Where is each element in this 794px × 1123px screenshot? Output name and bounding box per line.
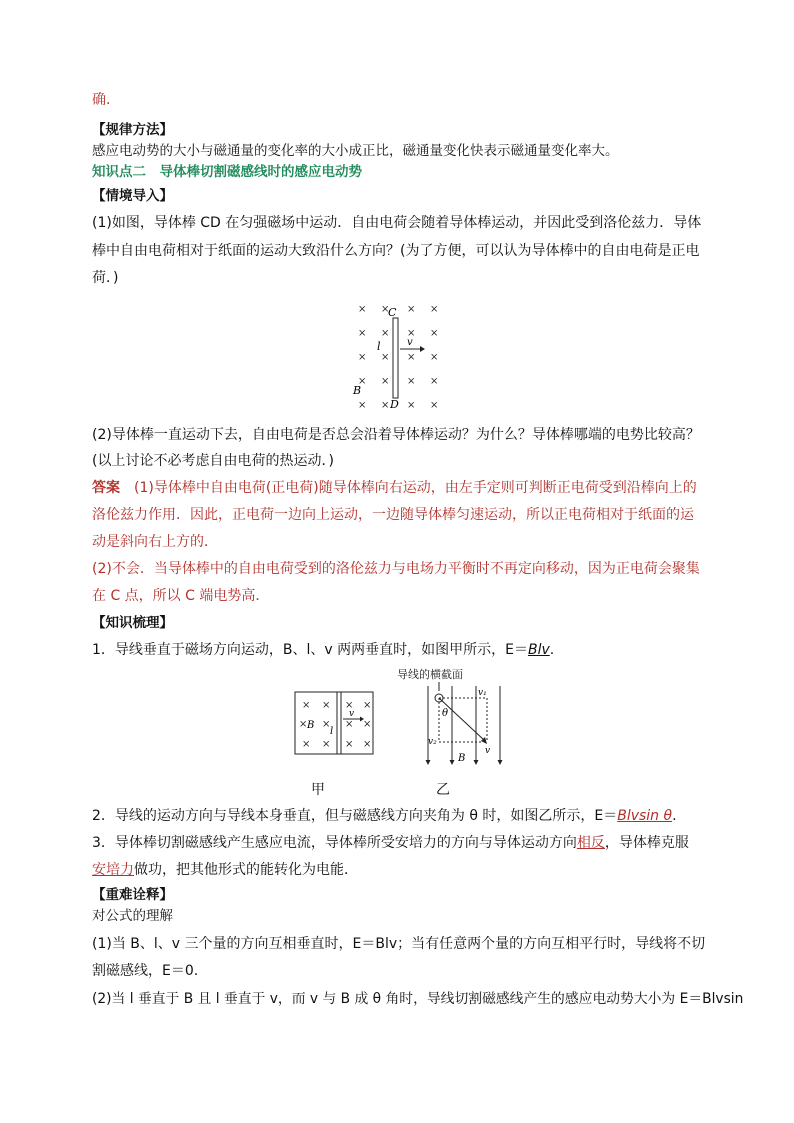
sort-heading: 【知识梳理】	[92, 615, 173, 631]
section-label: 导线的横截面	[397, 668, 463, 681]
scene-heading: 【情境导入】	[92, 188, 173, 204]
item3-w1: 相反	[576, 835, 605, 851]
yi-field-arrowhead	[450, 760, 455, 765]
jia-cross: ×	[299, 719, 308, 730]
q1-line1: (1)如图，导体棒 CD 在匀强磁场中运动．自由电荷会随着导体棒运动，并因此受到洛伦兹力．导体	[92, 215, 702, 231]
field-cross: ×	[381, 352, 390, 363]
velocity-arrowhead	[420, 346, 425, 352]
label-v: v	[407, 337, 413, 348]
answer-a1-line3: 动是斜向右上方的．	[92, 534, 218, 550]
caption-jia: 甲	[311, 782, 325, 798]
field-cross: ×	[407, 400, 416, 411]
label-l: l	[377, 340, 381, 353]
label-d: D	[390, 398, 399, 411]
q2-line2: (以上讨论不必考虑自由电荷的热运动．)	[92, 453, 334, 469]
answer-label: 答案	[92, 480, 120, 496]
rod-field-figure	[350, 298, 450, 416]
yi-label-v: v	[485, 746, 491, 756]
label-v1: v₁	[478, 688, 487, 698]
jia-cross: ×	[345, 739, 354, 750]
jia-cross: ×	[322, 719, 331, 730]
field-cross: ×	[358, 400, 367, 411]
law-heading: 【规律方法】	[92, 122, 173, 138]
item3-text: 3．导体棒切割磁感线产生感应电流，导体棒所受安培力的方向与导体运动方向	[92, 835, 577, 851]
field-cross: ×	[407, 328, 416, 339]
kp2-title: 知识点二 导体棒切割磁感线时的感应电动势	[92, 164, 362, 180]
key-heading: 【重难诠释】	[92, 887, 173, 903]
field-cross: ×	[407, 352, 416, 363]
label-v2: v₂	[428, 737, 437, 747]
item1	[92, 640, 554, 660]
jia-cross: ×	[345, 700, 354, 711]
answer-a1-line2: 洛伦兹力作用．因此，正电荷一边向上运动，一边随导体棒匀速运动，所以正电荷相对于纸面的运	[92, 507, 694, 523]
item3-line2	[92, 860, 358, 880]
item3-line1	[92, 833, 689, 853]
item3-w2: 安培力	[92, 862, 134, 878]
answer-a2-line2: 在 C 点，所以 C 端电势高．	[92, 588, 270, 604]
field-cross: ×	[381, 376, 390, 387]
field-cross: ×	[430, 400, 439, 411]
law-text: 感应电动势的大小与磁通量的变化率的大小成正比，磁通量变化快表示磁通量变化率大。	[92, 143, 619, 159]
yi-label-b: B	[458, 753, 466, 764]
caption-yi: 乙	[436, 782, 450, 798]
key1-line1: (1)当 B、l、v 三个量的方向互相垂直时，E＝Blv；当有任意两个量的方向互相平行时，导线将不切	[92, 936, 706, 952]
key2-line1: (2)当 l 垂直于 B 且 l 垂直于 v，而 v 与 B 成 θ 角时，导线切割磁感线产生的感应电动势大小为 E＝Blvsin	[92, 991, 744, 1007]
jia-cross: ×	[302, 700, 311, 711]
jia-cross: ×	[302, 739, 311, 750]
label-c: C	[388, 306, 397, 319]
v-vector	[439, 698, 484, 740]
figure-jia-yi	[292, 664, 552, 774]
field-cross: ×	[358, 304, 367, 315]
field-cross: ×	[358, 376, 367, 387]
jia-label-b: B	[307, 720, 315, 731]
answer-a2-line1: (2)不会．当导体棒中的自由电荷受到的洛伦兹力与电场力平衡时不再定向移动，因为正电荷会聚集	[92, 561, 700, 577]
jia-cross: ×	[363, 739, 372, 750]
q1-line3: 荷．)	[92, 270, 119, 286]
item3-mid: ，导体棒克服	[604, 835, 689, 851]
field-cross: ×	[430, 304, 439, 315]
jia-label-l: l	[330, 726, 334, 737]
field-cross: ×	[381, 304, 390, 315]
jia-cross: ×	[322, 700, 331, 711]
field-cross: ×	[407, 304, 416, 315]
field-cross: ×	[430, 328, 439, 339]
item3-rest: 做功，把其他形式的能转化为电能．	[134, 862, 358, 878]
jia-cross: ×	[363, 719, 372, 730]
field-cross: ×	[381, 400, 390, 411]
answer-line1	[92, 478, 697, 498]
q1-line2: 棒中自由电荷相对于纸面的运动大致沿什么方向？(为了方便，可以认为导体棒中的自由电荷是正电	[92, 243, 700, 259]
label-b: B	[353, 384, 362, 397]
field-cross: ×	[358, 352, 367, 363]
field-cross: ×	[358, 328, 367, 339]
field-cross: ×	[430, 376, 439, 387]
item2-text: 2．导线的运动方向与导线本身垂直，但与磁感线方向夹角为 θ 时，如图乙所示，E＝	[92, 808, 618, 824]
label-theta: θ	[442, 708, 449, 719]
item1-end: .	[549, 642, 555, 658]
top-fragment: 确.	[92, 92, 111, 108]
key1-line2: 割磁感线，E＝0.	[92, 963, 199, 979]
yi-field-arrowhead	[474, 760, 479, 765]
jia-cross: ×	[322, 739, 331, 750]
q2-line1: (2)导体棒一直运动下去，自由电荷是否总会沿着导体棒运动？为什么？导体棒哪端的电势比较高？	[92, 427, 700, 443]
item2-end: .	[672, 808, 677, 824]
jia-cross: ×	[363, 700, 372, 711]
yi-field-arrowhead	[498, 760, 503, 765]
answer-a1-line1: (1)导体棒中自由电荷(正电荷)随导体棒向右运动，由左手定则可判断正电荷受到沿棒向上的	[120, 480, 697, 496]
field-cross: ×	[430, 352, 439, 363]
conductor-rod	[393, 318, 398, 398]
key-sub: 对公式的理解	[92, 908, 173, 924]
field-cross: ×	[381, 328, 390, 339]
item1-text: 1．导线垂直于磁场方向运动，B、l、v 两两垂直时，如图甲所示，E＝	[92, 642, 528, 658]
jia-cross: ×	[345, 719, 354, 730]
jia-label-v: v	[349, 709, 355, 719]
item2	[92, 806, 677, 826]
field-cross: ×	[407, 376, 416, 387]
yi-field-arrowhead	[426, 760, 431, 765]
item2-formula: Blvsin θ	[617, 808, 673, 824]
item1-formula: Blv	[527, 642, 550, 658]
